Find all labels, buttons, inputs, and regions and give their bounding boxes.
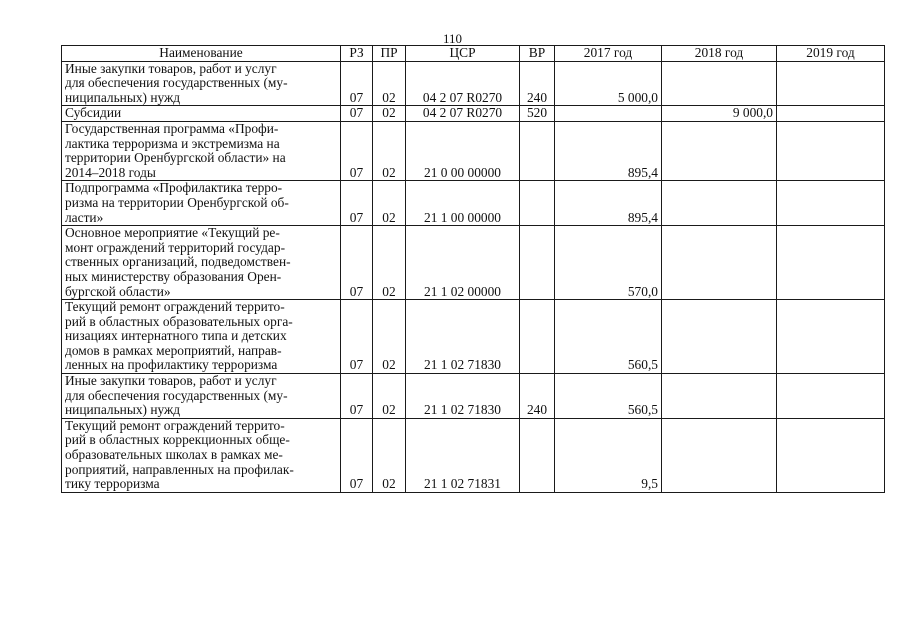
row-name-line: лактика терроризма и экстремизма на: [65, 135, 280, 151]
header-csr: ЦСР: [406, 46, 520, 62]
row-2018: 9 000,0: [662, 106, 777, 122]
row-name-line: тику терроризма: [65, 476, 160, 492]
row-2019: [777, 226, 885, 300]
row-2017: 560,5: [555, 300, 662, 374]
row-vr: [520, 226, 555, 300]
row-name-line: ниципальных) нужд: [65, 89, 181, 105]
row-name-line: бургской области»: [65, 283, 171, 299]
row-name-line: роприятий, направленных на профилак-: [65, 461, 294, 477]
row-name-line: домов в рамках мероприятий, направ-: [65, 342, 282, 358]
table-row: [62, 300, 885, 374]
row-name: [62, 106, 341, 122]
row-rz: 07: [341, 374, 373, 419]
header-row: [62, 46, 885, 62]
row-name-line: ласти»: [65, 209, 104, 225]
row-name: [62, 61, 341, 106]
table-row: [62, 121, 885, 180]
row-csr: 04 2 07 R0270: [406, 106, 520, 122]
header-2017: 2017 год: [555, 46, 662, 62]
row-vr: [520, 181, 555, 226]
row-pr: 02: [373, 374, 406, 419]
row-name-line: рий в областных образовательных орга-: [65, 313, 293, 329]
table-row: [62, 106, 885, 122]
row-csr: 21 1 02 71830: [406, 300, 520, 374]
row-name-line: ленных на профилактику терроризма: [65, 357, 278, 373]
row-name-line: монт ограждений территорий государ-: [65, 239, 286, 255]
row-name: [62, 226, 341, 300]
row-vr: [520, 121, 555, 180]
row-2018: [662, 418, 777, 492]
row-vr: [520, 418, 555, 492]
row-vr: [520, 300, 555, 374]
row-2019: [777, 181, 885, 226]
row-2018: [662, 181, 777, 226]
row-pr: 02: [373, 61, 406, 106]
row-name-line: территории Оренбургской области» на: [65, 150, 286, 166]
row-rz: 07: [341, 121, 373, 180]
row-name-line: Иные закупки товаров, работ и услуг: [65, 373, 277, 389]
row-2019: [777, 61, 885, 106]
row-name: [62, 300, 341, 374]
row-name-line: образовательных школах в рамках ме-: [65, 447, 283, 463]
row-name: [62, 181, 341, 226]
header-rz: РЗ: [341, 46, 373, 62]
row-name-line: для обеспечения государственных (му-: [65, 387, 288, 403]
row-csr: 21 1 02 71831: [406, 418, 520, 492]
table-row: [62, 374, 885, 419]
row-csr: 04 2 07 R0270: [406, 61, 520, 106]
row-rz: 07: [341, 61, 373, 106]
row-rz: 07: [341, 418, 373, 492]
row-pr: 02: [373, 300, 406, 374]
table-row: [62, 226, 885, 300]
row-csr: 21 0 00 00000: [406, 121, 520, 180]
row-pr: 02: [373, 121, 406, 180]
page-number: 110: [442, 31, 463, 46]
row-vr: 520: [520, 106, 555, 122]
row-pr: 02: [373, 226, 406, 300]
table-row: [62, 61, 885, 106]
row-name: [62, 418, 341, 492]
table-row: [62, 181, 885, 226]
row-name-line: Основное мероприятие «Текущий ре-: [65, 225, 280, 241]
row-name-line: ниципальных) нужд: [65, 402, 181, 418]
row-csr: 21 1 02 71830: [406, 374, 520, 419]
row-pr: 02: [373, 418, 406, 492]
row-name-line: ственных организаций, подведомствен-: [65, 254, 291, 270]
row-2018: [662, 374, 777, 419]
row-2019: [777, 300, 885, 374]
row-name-line: 2014–2018 годы: [65, 164, 156, 180]
row-name-line: Субсидии: [65, 105, 122, 121]
row-2017: 560,5: [555, 374, 662, 419]
row-name-line: низациях интернатного типа и детских: [65, 328, 287, 344]
row-name-line: для обеспечения государственных (му-: [65, 75, 288, 91]
row-vr: 240: [520, 374, 555, 419]
row-2017: 570,0: [555, 226, 662, 300]
table-row: [62, 418, 885, 492]
row-2018: [662, 300, 777, 374]
header-name: Наименование: [62, 46, 341, 62]
row-pr: 02: [373, 181, 406, 226]
row-rz: 07: [341, 300, 373, 374]
row-2019: [777, 418, 885, 492]
row-vr: 240: [520, 61, 555, 106]
row-2019: [777, 106, 885, 122]
row-name-line: ризма на территории Оренбургской об-: [65, 194, 289, 210]
row-2019: [777, 121, 885, 180]
row-name-line: Текущий ремонт ограждений террито-: [65, 299, 285, 315]
row-name-line: Иные закупки товаров, работ и услуг: [65, 61, 277, 76]
row-rz: 07: [341, 226, 373, 300]
row-2017: 5 000,0: [555, 61, 662, 106]
row-name-line: рий в областных коррекционных обще-: [65, 432, 290, 448]
row-csr: 21 1 00 00000: [406, 181, 520, 226]
row-pr: 02: [373, 106, 406, 122]
header-vr: ВР: [520, 46, 555, 62]
row-rz: 07: [341, 106, 373, 122]
row-name-line: Подпрограмма «Профилактика терро-: [65, 180, 283, 196]
row-2017: 895,4: [555, 181, 662, 226]
row-name-line: ных министерству образования Орен-: [65, 268, 282, 284]
row-rz: 07: [341, 181, 373, 226]
row-name-line: Текущий ремонт ограждений террито-: [65, 418, 285, 433]
header-pr: ПР: [373, 46, 406, 62]
row-2018: [662, 61, 777, 106]
table-body: [62, 61, 885, 492]
row-2017: 9,5: [555, 418, 662, 492]
row-2017: 895,4: [555, 121, 662, 180]
row-csr: 21 1 02 00000: [406, 226, 520, 300]
header-2019: 2019 год: [777, 46, 885, 62]
row-2017: [555, 106, 662, 122]
row-2018: [662, 121, 777, 180]
row-name: [62, 121, 341, 180]
header-2018: 2018 год: [662, 46, 777, 62]
row-name-line: Государственная программа «Профи-: [65, 121, 279, 136]
row-2018: [662, 226, 777, 300]
budget-table: [61, 45, 885, 493]
row-name: [62, 374, 341, 419]
row-2019: [777, 374, 885, 419]
